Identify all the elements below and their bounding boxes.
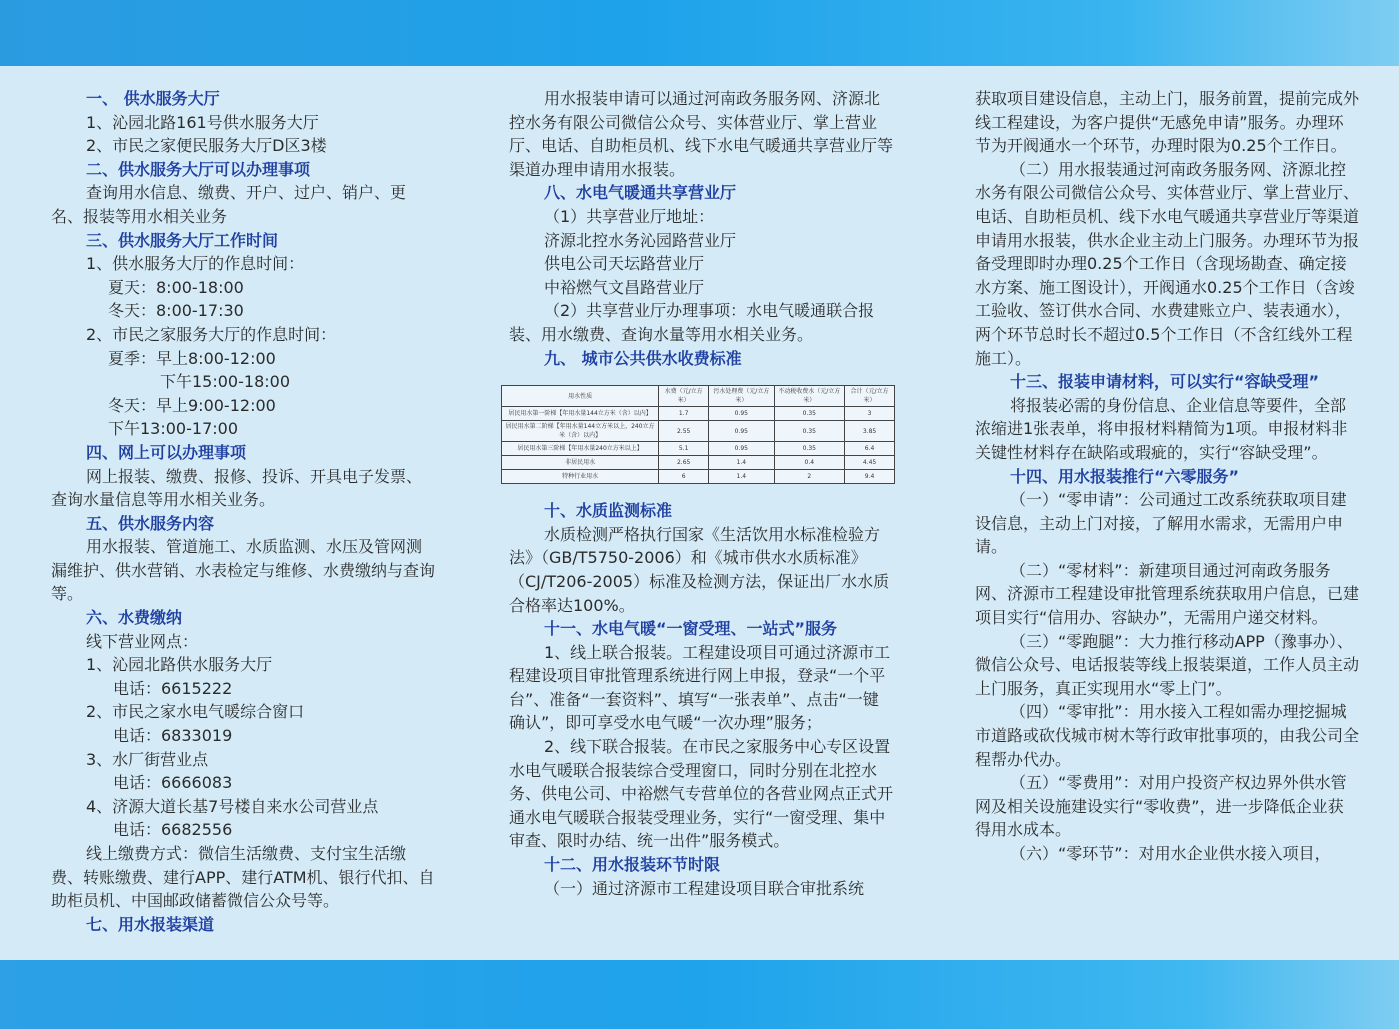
table-cell: 3 bbox=[845, 407, 895, 421]
shared-hall-gas: 中裕燃气文昌路营业厅 bbox=[544, 277, 705, 297]
section-3-title: 三、供水服务大厅工作时间 bbox=[86, 230, 279, 250]
section-9-title: 九、 城市公共供水收费标准 bbox=[544, 348, 742, 368]
table-header-cell: 污水处理费（元/立方米） bbox=[709, 386, 774, 407]
hours-center-summer-pm: 下午15:00-18:00 bbox=[160, 372, 290, 392]
table-cell: 2.55 bbox=[659, 421, 709, 442]
column-middle bbox=[505, 87, 894, 900]
section-1-title: 一、 供水服务大厅 bbox=[86, 89, 220, 108]
section-7-title: 七、用水报装渠道 bbox=[86, 914, 215, 934]
table-row bbox=[502, 470, 895, 484]
table-cell: 0.35 bbox=[774, 407, 845, 421]
section-10-text: 水质检测严格执行国家《生活饮用水标准检验方法》（GB/T5750-2006）和《城市供水水质标准》（CJ/T206-2005）标准及检测方法，保证出厂水水质合格率达100%。 bbox=[509, 524, 890, 615]
table-cell: 2 bbox=[774, 470, 845, 484]
table-cell: 6 bbox=[659, 470, 709, 484]
online-payment-text: 线上缴费方式：微信生活缴费、支付宝生活缴费、转账缴费、建行APP、建行ATM机、银行代扣、自助柜员机、中国邮政储蓄微信公众号等。 bbox=[51, 844, 435, 911]
six-zero-item-5: （五）“零费用”：对用户投资产权边界外供水管网及相关设施建设实行“零收费”，进一步降低企业获得用水成本。 bbox=[975, 773, 1347, 840]
six-zero-item-1: （一）“零申请”：公司通过工改系统获取项目建设信息，主动上门对接，了解用水需求，无需用户申请。 bbox=[975, 490, 1347, 557]
table-cell: 0.95 bbox=[709, 421, 774, 442]
table-cell: 0.95 bbox=[709, 442, 774, 456]
section-2-title: 二、供水服务大厅可以办理事项 bbox=[86, 159, 311, 179]
table-cell: 1.7 bbox=[659, 407, 709, 421]
table-cell: 居民用水第二阶梯【年用水量144立方米以上，240立方米（含）以内】 bbox=[502, 421, 659, 442]
shared-hall-services: （2）共享营业厅办理事项：水电气暖通联合报装、用水缴费、查询水量等用水相关业务。 bbox=[509, 301, 875, 344]
table-row bbox=[502, 407, 895, 421]
table-header-row bbox=[502, 386, 895, 407]
top-banner bbox=[0, 0, 1399, 66]
section-7-text: 用水报装申请可以通过河南政务服务网、济源北控水务有限公司微信公众号、实体营业厅、掌上营业厅、电话、自助柜员机、线下水电气暖通共享营业厅等渠道办理申请用水报装。 bbox=[509, 89, 894, 179]
column-right bbox=[975, 87, 1359, 866]
section-12-text: （一）通过济源市工程建设项目联合审批系统 bbox=[544, 878, 865, 898]
shared-hall-water: 济源北控水务沁园路营业厅 bbox=[544, 230, 737, 250]
offline-point-1-phone: 电话：6615222 bbox=[113, 678, 233, 698]
table-cell: 非居民用水 bbox=[502, 456, 659, 470]
hours-hall-winter: 冬天：8:00-17:30 bbox=[108, 301, 244, 321]
offline-point-1: 1、沁园北路供水服务大厅 bbox=[86, 655, 273, 675]
hall-address-1: 1、沁园北路161号供水服务大厅 bbox=[86, 112, 319, 132]
section-8-title: 八、水电气暖通共享营业厅 bbox=[544, 183, 737, 203]
table-row bbox=[502, 442, 895, 456]
column-left bbox=[51, 87, 436, 936]
table-header-cell: 水费（元/立方米） bbox=[659, 386, 709, 407]
table-header-cell: 用水性质 bbox=[502, 386, 659, 407]
hours-center-label: 2、市民之家服务大厅的作息时间： bbox=[86, 324, 337, 344]
table-cell: 9.4 bbox=[845, 470, 895, 484]
water-fee-table bbox=[501, 385, 895, 484]
section-12-text-cont: 获取项目建设信息，主动上门，服务前置，提前完成外线工程建设，为客户提供“无感免申请”服务。办理环节为开阀通水一个环节，办理时限为0.25个工作日。 bbox=[975, 89, 1360, 156]
section-5-text: 用水报装、管道施工、水质监测、水压及管网测漏维护、供水营销、水表检定与维修、水费缴纳与查询等。 bbox=[51, 537, 436, 604]
table-cell: 居民用水第一阶梯【年用水量144立方米（含）以内】 bbox=[502, 407, 659, 421]
section-10-title: 十、水质监测标准 bbox=[544, 501, 673, 521]
table-header-cell: 不动税收费水（元/立方米） bbox=[774, 386, 845, 407]
section-4-title: 四、网上可以办理事项 bbox=[86, 442, 247, 462]
offline-point-3: 3、水厂街营业点 bbox=[86, 749, 209, 769]
hours-center-summer-am: 夏季：早上8:00-12:00 bbox=[108, 348, 276, 368]
six-zero-item-3: （三）“零跑腿”：大力推行移动APP（豫事办）、微信公众号、电话报装等线上报装渠道，工作人员主动上门服务，真正实现用水“零上门”。 bbox=[975, 631, 1360, 698]
table-cell: 1.4 bbox=[709, 470, 774, 484]
table-cell: 5.1 bbox=[659, 442, 709, 456]
offline-points-label: 线下营业网点： bbox=[86, 631, 199, 651]
offline-point-2-phone: 电话：6833019 bbox=[113, 726, 233, 746]
six-zero-item-2: （二）“零材料”：新建项目通过河南政务服务网、济源市工程建设审批管理系统获取用户信息，已建项目实行“信用办、容缺办”，无需用户递交材料。 bbox=[975, 560, 1360, 628]
shared-hall-address-label: （1）共享营业厅地址： bbox=[544, 206, 715, 226]
section-6-title: 六、水费缴纳 bbox=[86, 608, 183, 628]
six-zero-item-4: （四）“零审批”：用水接入工程如需办理挖掘城市道路或砍伐城市树木等行政审批事项的，由我公司全程帮办代办。 bbox=[975, 702, 1360, 769]
section-4-text: 网上报装、缴费、报修、投诉、开具电子发票、查询水量信息等用水相关业务。 bbox=[51, 466, 423, 510]
hours-hall-label: 1、供水服务大厅的作息时间： bbox=[86, 254, 305, 274]
table-cell: 居民用水第三阶梯【年用水量240立方米以上】 bbox=[502, 442, 659, 456]
table-cell: 特种行业用水 bbox=[502, 470, 659, 484]
table-header-cell: 合计（元/立方米） bbox=[845, 386, 895, 407]
table-cell: 4.45 bbox=[845, 456, 895, 470]
section-13-title: 十三、报装申请材料，可以实行“容缺受理” bbox=[1010, 372, 1320, 392]
table-cell: 6.4 bbox=[845, 442, 895, 456]
section-14-title: 十四、用水报装推行“六零服务” bbox=[1010, 466, 1240, 486]
table-cell: 3.85 bbox=[845, 421, 895, 442]
hall-address-2: 2、市民之家便民服务大厅D区3楼 bbox=[86, 136, 327, 156]
section-11-title: 十一、水电气暖“一窗受理、一站式”服务 bbox=[544, 619, 838, 639]
table-cell: 0.4 bbox=[774, 456, 845, 470]
offline-point-3-phone: 电话：6666083 bbox=[113, 773, 233, 793]
six-zero-item-6: （六）“零环节”：对用水企业供水接入项目， bbox=[1010, 844, 1331, 863]
hours-hall-summer: 夏天：8:00-18:00 bbox=[108, 277, 244, 297]
section-5-title: 五、供水服务内容 bbox=[86, 513, 215, 533]
bottom-banner bbox=[0, 960, 1399, 1029]
section-11-offline: 2、线下联合报装。在市民之家服务中心专区设置水电气暖联合报装综合受理窗口，同时分别在北控水务、供电公司、中裕燃气专营单位的各营业网点正式开通水电气暖联合报装受理业务，实行“一窗受理、集中审查、限时办结、统一出件”服务模式。 bbox=[509, 737, 894, 851]
table-cell: 2.65 bbox=[659, 456, 709, 470]
table-cell: 0.35 bbox=[774, 442, 845, 456]
shared-hall-power: 供电公司天坛路营业厅 bbox=[544, 254, 705, 274]
offline-point-4: 4、济源大道长基7号楼自来水公司营业点 bbox=[86, 796, 379, 816]
section-12-title: 十二、用水报装环节时限 bbox=[544, 855, 721, 875]
table-cell: 0.35 bbox=[774, 421, 845, 442]
table-row bbox=[502, 421, 895, 442]
offline-point-2: 2、市民之家水电气暖综合窗口 bbox=[86, 702, 305, 722]
table-cell: 0.95 bbox=[709, 407, 774, 421]
table-cell: 1.4 bbox=[709, 456, 774, 470]
table-row bbox=[502, 456, 895, 470]
section-13-text: 将报装必需的身份信息、企业信息等要件，全部浓缩进1张表单，将申报材料精简为1项。申报材料非关键性材料存在缺陷或瑕疵的，实行“容缺受理”。 bbox=[975, 395, 1348, 462]
hours-center-winter-am: 冬天：早上9:00-12:00 bbox=[108, 395, 276, 415]
section-11-online: 1、线上联合报装。工程建设项目可通过济源市工程建设项目审批管理系统进行网上申报，登录“一个平台”、准备“一套资料”、填写“一张表单”、点击“一键确认”，即可享受水电气暖“一次办理”服务； bbox=[509, 642, 891, 733]
section-2-text: 查询用水信息、缴费、开户、过户、销户、更名、报装等用水相关业务 bbox=[51, 183, 407, 226]
section-12-text-2: （二）用水报装通过河南政务服务网、济源北控水务有限公司微信公众号、实体营业厅、掌上营业厅、电话、自助柜员机、线下水电气暖通共享营业厅等渠道申请用水报装，供水企业主动上门服务。办理环节为报备受理即时办理0.25个工作日（含现场勘查、确定接水方案、施工图设计），开阀通水0.25个工作日（含竣工验收、签订供水合同、水费建账立户、装表通水），两个环节总时长不超过0.5个工作日（不含红线外工程施工）。 bbox=[975, 159, 1360, 368]
hours-center-winter-pm: 下午13:00-17:00 bbox=[108, 419, 238, 439]
offline-point-4-phone: 电话：6682556 bbox=[113, 820, 233, 840]
